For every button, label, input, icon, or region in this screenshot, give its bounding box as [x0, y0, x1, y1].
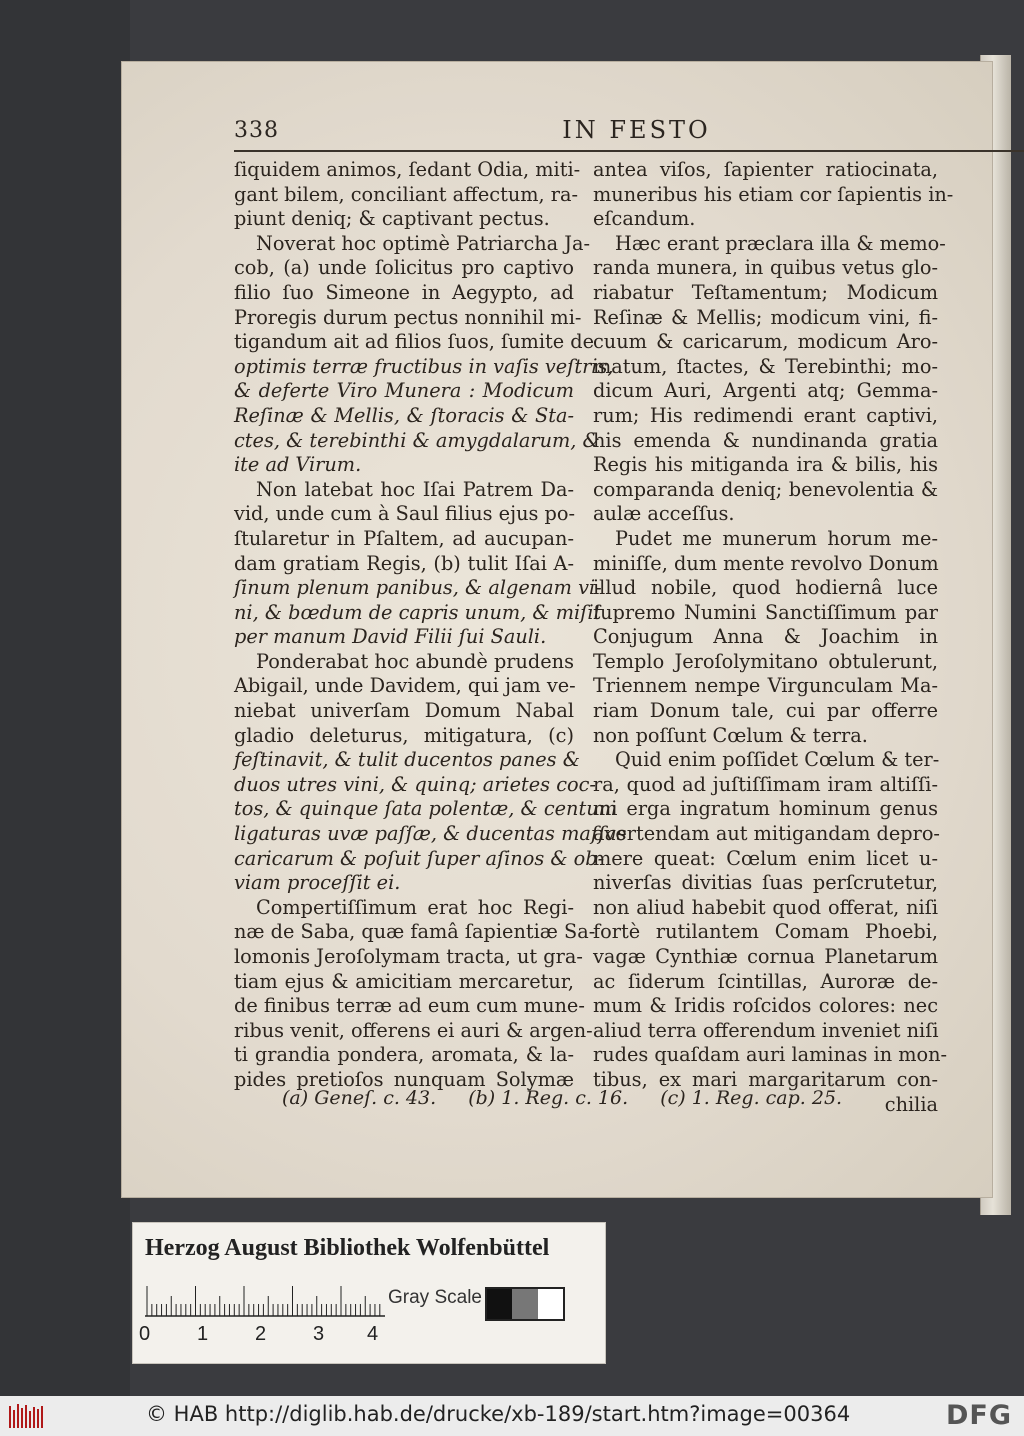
barcode-logo-icon — [8, 1402, 44, 1430]
text-line: aulæ acceſſus. — [593, 502, 735, 526]
text-line: non aliud habebit quod offerat, niſi — [593, 895, 938, 919]
text-line: ctes, & terebinthi & amygdalarum, & — [234, 428, 600, 452]
text-line: Triennem nempe Virgunculam Ma- — [593, 674, 938, 698]
text-line: dam gratiam Regis, (b) tulit Iſai A- — [234, 551, 574, 575]
text-line: Regis his mitiganda ira & bilis, his — [593, 453, 938, 477]
footer-bar — [0, 1396, 1024, 1436]
left-text-column — [234, 158, 627, 1093]
footnote-c: (c) 1. Reg. cap. 25. — [660, 1087, 843, 1109]
text-line: tigandum ait ad filios ſuos, ſumite de — [234, 330, 595, 354]
text-line: miniſſe, dum mente revolvo Donum — [593, 551, 939, 575]
text-line: Non latebat hoc Iſai Patrem Da- — [256, 477, 574, 501]
text-line: de finibus terræ ad eum cum mune- — [234, 994, 585, 1018]
text-line: randa munera, in quibus vetus glo- — [593, 256, 938, 280]
text-line: matum, ſtactes, & Terebinthi; mo- — [593, 354, 938, 378]
text-line: pides pretioſos nunquam Solymæ — [234, 1067, 574, 1091]
text-line: gladio deleturus, mitigatura, (c) — [234, 723, 574, 747]
gray-scale-swatches — [485, 1287, 565, 1321]
text-line: Reſinæ & Mellis, & ſtoracis & Sta- — [234, 403, 574, 427]
dfg-logo: DFG — [945, 1400, 1012, 1431]
text-line: rudes quaſdam auri laminas in mon- — [593, 1043, 948, 1067]
text-line: comparanda deniq; benevolentia & — [593, 477, 938, 501]
text-line: viam proceſſit ei. — [234, 871, 401, 895]
ruler-label: 2 — [255, 1323, 267, 1345]
text-line: tos, & quinque ſata polentæ, & centum — [234, 797, 617, 821]
text-line: illud nobile, quod hodiernâ luce — [593, 576, 938, 600]
text-line: ra, quod ad juſtiſſimam iram altiſſi- — [593, 772, 938, 796]
text-line: per manum David Filii ſui Sauli. — [234, 625, 547, 649]
text-line: næ de Saba, quæ famâ ſapientiæ Sa- — [234, 920, 596, 944]
text-line: mere queat: Cœlum enim licet u- — [593, 846, 938, 870]
ruler-label: 0 — [139, 1323, 151, 1345]
text-line: chilia — [884, 1092, 938, 1116]
running-head — [234, 118, 1024, 146]
text-line: riam Donum tale, cui par offerre — [593, 699, 938, 723]
right-text-column — [593, 158, 954, 1117]
header-rule — [234, 150, 1024, 152]
gray-scale-label: Gray Scale — [388, 1287, 482, 1308]
text-line: vid, unde cum à Saul filius ejus po- — [234, 502, 575, 526]
text-line: ti grandia pondera, aromata, & la- — [234, 1043, 574, 1067]
scanner-backdrop — [0, 0, 130, 1396]
text-line: ite ad Virum. — [234, 453, 362, 477]
text-line: Abigail, unde Davidem, qui jam ve- — [234, 674, 576, 698]
text-line: ſinum plenum panibus, & algenam vi- — [234, 576, 602, 600]
page-number: 338 — [234, 118, 279, 143]
text-line: ac ſiderum ſcintillas, Auroræ de- — [593, 969, 938, 993]
footnotes — [282, 1087, 922, 1109]
color-target-card — [132, 1222, 606, 1364]
text-line: Noverat hoc optimè Patriarcha Ja- — [256, 231, 591, 255]
ruler-icon — [145, 1285, 385, 1317]
footnote-a: (a) Geneſ. c. 43. — [282, 1087, 437, 1109]
library-name: Herzog August Bibliothek Wolfenbüttel — [145, 1235, 550, 1261]
text-line: Reſinæ & Mellis; modicum vini, fi- — [593, 305, 938, 329]
text-line: Ponderabat hoc abundè prudens — [256, 649, 574, 673]
text-line: vagæ Cynthiæ cornua Planetarum — [593, 945, 938, 968]
book-page — [122, 62, 992, 1197]
text-line: ſtularetur in Pſaltem, ad aucupan- — [234, 526, 574, 550]
text-line: dicum Auri, Argenti atq; Gemma- — [593, 379, 938, 403]
text-line: ligaturas uvæ paſſæ, & ducentas maſſas — [234, 822, 627, 846]
text-line: muneribus his etiam cor ſapientis in- — [593, 182, 954, 206]
text-line: antea viſos, ſapienter ratiocinata, — [593, 158, 938, 181]
text-line: Compertiſſimum erat hoc Regi- — [256, 895, 574, 919]
ruler-label: 3 — [313, 1323, 325, 1345]
footnote-b: (b) 1. Reg. c. 16. — [468, 1087, 629, 1109]
text-line: fortè rutilantem Comam Phoebi, — [593, 920, 938, 944]
text-line: mi erga ingratum hominum genus — [593, 797, 938, 821]
text-line: ſupremo Numini Sanctiſſimum par — [593, 600, 938, 624]
text-line: Hæc erant præclara illa & memo- — [615, 231, 946, 255]
text-line: ſiquidem animos, ſedant Odia, miti- — [234, 158, 581, 181]
text-line: tibus, ex mari margaritarum con- — [593, 1067, 938, 1091]
text-line: Quid enim poſſidet Cœlum & ter- — [615, 748, 940, 772]
text-line: Templo Jeroſolymitano obtulerunt, — [593, 649, 938, 673]
text-line: tiam ejus & amicitiam mercaretur, — [234, 969, 574, 993]
text-line: lomonis Jeroſolymam tracta, ut gra- — [234, 945, 583, 968]
text-line: ribus venit, offerens ei auri & argen- — [234, 1018, 593, 1042]
ruler-label: 1 — [197, 1323, 209, 1345]
text-line: feſtinavit, & tulit ducentos panes & — [234, 748, 580, 772]
text-line: mum & Iridis roſcidos colores: nec — [593, 994, 938, 1018]
text-line: duos utres vini, & quinq; arietes coc- — [234, 772, 596, 796]
text-line: Pudet me munerum horum me- — [615, 526, 938, 550]
text-line: avertendam aut mitigandam depro- — [593, 822, 940, 846]
text-line: his emenda & nundinanda gratia — [593, 428, 938, 452]
running-title: IN FESTO — [562, 116, 711, 144]
text-line: cuum & caricarum, modicum Aro- — [593, 330, 938, 354]
text-line: filio ſuo Simeone in Aegypto, ad — [234, 280, 574, 304]
text-line: caricarum & poſuit ſuper aſinos & ob- — [234, 846, 605, 870]
text-line: aliud terra offerendum inveniet niſi — [593, 1018, 939, 1042]
text-line: piunt deniq; & captivant pectus. — [234, 207, 550, 231]
text-line: gant bilem, conciliant affectum, ra- — [234, 182, 579, 206]
ruler-label: 4 — [367, 1323, 379, 1345]
text-line: Proregis durum pectus nonnihil mi- — [234, 305, 582, 329]
text-line: optimis terræ fructibus in vaſis veſtris, — [234, 354, 614, 378]
footer-copyright-link[interactable]: © HAB http://diglib.hab.de/drucke/xb-189/start.htm?image=00364 — [146, 1402, 851, 1426]
text-line: cob, (a) unde ſolicitus pro captivo — [234, 256, 574, 280]
text-line: Conjugum Anna & Joachim in — [593, 625, 938, 649]
text-line: niverſas divitias ſuas perſcrutetur, — [593, 871, 938, 895]
text-line: & deferte Viro Munera : Modicum — [234, 379, 574, 403]
text-line: eſcandum. — [593, 207, 696, 231]
text-line: ni, & bœdum de capris unum, & miſit — [234, 600, 602, 624]
text-line: riabatur Teſtamentum; Modicum — [593, 280, 938, 304]
text-line: rum; His redimendi erant captivi, — [593, 403, 938, 427]
text-line: non poſſunt Cœlum & terra. — [593, 723, 868, 747]
text-line: niebat univerſam Domum Nabal — [234, 699, 574, 723]
